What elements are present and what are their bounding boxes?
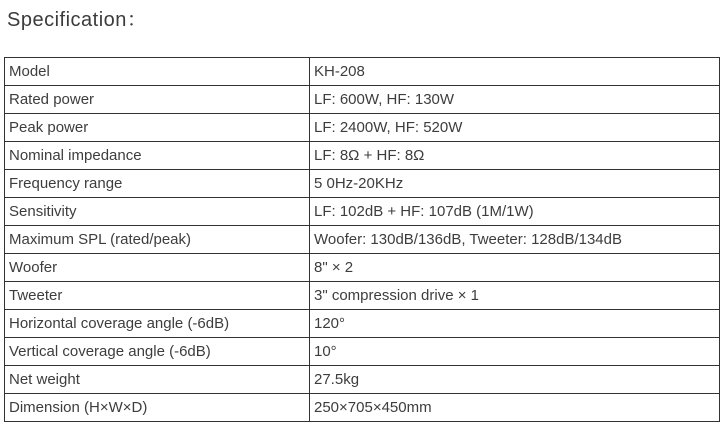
table-row <box>5 86 720 114</box>
spec-label-cell: Sensitivity <box>5 198 310 226</box>
spec-value-cell: 27.5kg <box>310 366 720 394</box>
specification-table <box>4 57 720 422</box>
table-row <box>5 170 720 198</box>
table-row <box>5 310 720 338</box>
table-row <box>5 394 720 422</box>
table-row <box>5 58 720 86</box>
spec-value-cell: LF: 600W, HF: 130W <box>310 86 720 114</box>
table-row <box>5 254 720 282</box>
spec-value-cell: 250×705×450mm <box>310 394 720 422</box>
spec-label-cell: Rated power <box>5 86 310 114</box>
spec-value-cell: LF: 8Ω + HF: 8Ω <box>310 142 720 170</box>
table-row <box>5 226 720 254</box>
spec-value-cell: KH-208 <box>310 58 720 86</box>
table-row <box>5 114 720 142</box>
spec-label-cell: Model <box>5 58 310 86</box>
table-row <box>5 282 720 310</box>
spec-label-cell: Dimension (H×W×D) <box>5 394 310 422</box>
spec-label-cell: Horizontal coverage angle (-6dB) <box>5 310 310 338</box>
spec-label-cell: Nominal impedance <box>5 142 310 170</box>
spec-value-cell: 5 0Hz-20KHz <box>310 170 720 198</box>
spec-label-cell: Vertical coverage angle (-6dB) <box>5 338 310 366</box>
spec-value-cell: 120° <box>310 310 720 338</box>
table-row <box>5 338 720 366</box>
spec-value-cell: 3" compression drive × 1 <box>310 282 720 310</box>
table-row <box>5 198 720 226</box>
spec-value-cell: LF: 2400W, HF: 520W <box>310 114 720 142</box>
spec-value-cell: LF: 102dB + HF: 107dB (1M/1W) <box>310 198 720 226</box>
spec-label-cell: Woofer <box>5 254 310 282</box>
spec-label-cell: Peak power <box>5 114 310 142</box>
spec-label-cell: Net weight <box>5 366 310 394</box>
page-title: Specification： <box>7 9 148 31</box>
spec-value-cell: 10° <box>310 338 720 366</box>
spec-value-cell: Woofer: 130dB/136dB, Tweeter: 128dB/134dB <box>310 226 720 254</box>
table-row <box>5 366 720 394</box>
spec-value-cell: 8" × 2 <box>310 254 720 282</box>
table-row <box>5 142 720 170</box>
spec-label-cell: Tweeter <box>5 282 310 310</box>
spec-label-cell: Frequency range <box>5 170 310 198</box>
spec-label-cell: Maximum SPL (rated/peak) <box>5 226 310 254</box>
